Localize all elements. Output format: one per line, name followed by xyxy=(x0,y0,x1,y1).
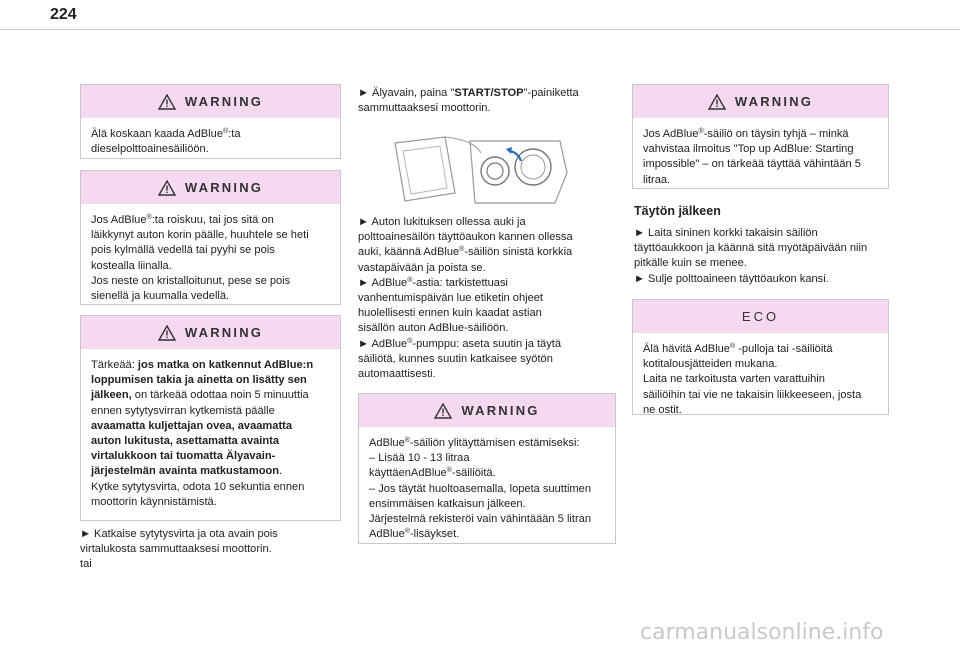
warning-header xyxy=(81,85,340,118)
warning-icon xyxy=(158,180,176,196)
warning-title: WARNING xyxy=(734,94,814,109)
filler-cap-illustration xyxy=(385,133,575,208)
watermark: carmanualsonline.info xyxy=(640,620,884,645)
warning-title: WARNING xyxy=(184,180,264,195)
warning-text: Jos AdBlue®:ta roiskuu, tai jos sitä on läikkynyt auton korin päälle, huuhtele se heti pois kylmällä vedellä tai pyyhi se pois kostealla liinalla. Jos neste on kristalloitunut, pese se pois sienellä ja kuumalla vedellä. xyxy=(91,214,309,303)
section-title: Täytön jälkeen xyxy=(634,204,721,218)
eco-box xyxy=(632,299,889,415)
warning-header xyxy=(81,171,340,204)
eco-text: Älä hävitä AdBlue® -pulloja tai -säiliöitä kotitalousjätteiden mukana. Laita ne tarkoitusta varten varattuihin säiliöihin tai vie ne takaisin liikkeeseen, josta ne ostit. xyxy=(643,343,862,416)
warning-box-5 xyxy=(632,84,889,189)
warning-icon xyxy=(158,325,176,341)
after-filling-steps: ► Laita sininen korkki takaisin säiliön täyttöaukkoon ja käännä sitä myötäpäivään niin pitkälle kuin se menee. ► Sulje polttoaineen täyttöaukon kansi. xyxy=(634,227,868,285)
warning-text: Älä koskaan kaada AdBlue®:ta dieselpolttoainesäiliöön. xyxy=(91,128,241,156)
warning-title: WARNING xyxy=(184,325,264,340)
warning-text: Tärkeää: jos matka on katkennut AdBlue:n loppumisen takia ja ainetta on lisätty sen jälkeen, on tärkeää odottaa noin 5 minuuttia ennen sytytysvirran kytkemistä päälle avaamatta kuljettajan ovea, avaamatta auton lukitusta, asettamatta avainta virtalukkoon tai tuomatta Älyavain- järjestelmän avainta matkustamoon. Kytke sytytysvirta, odota 10 sekuntia ennen moottorin käynnistämistä. xyxy=(91,359,314,508)
warning-box-1 xyxy=(80,84,341,159)
warning-header xyxy=(633,85,888,118)
eco-header: ECO xyxy=(633,300,888,333)
warning-header xyxy=(81,316,340,349)
warning-icon xyxy=(708,94,726,110)
warning-icon xyxy=(434,403,452,419)
warning-box-4 xyxy=(358,393,616,544)
step-smart-key: ► Älyavain, paina "START/STOP"-painiketta sammuttaaksesi moottorin. xyxy=(358,87,579,115)
warning-icon xyxy=(158,94,176,110)
warning-header xyxy=(359,394,615,427)
warning-title: WARNING xyxy=(184,94,264,109)
warning-box-2 xyxy=(80,170,341,305)
page-number: 224 xyxy=(50,6,77,23)
step-ignition-off: ► Katkaise sytytysvirta ja ota avain pois virtalukosta sammuttaaksesi moottorin. tai xyxy=(80,528,278,571)
warning-text: AdBlue®-säiliön ylitäyttämisen estämiseksi: – Lisää 10 - 13 litraa käyttäenAdBlue®-säiliöitä. – Jos täytät huoltoasemalla, lopeta suuttimen ensimmäisen katkaisun jälkeen. Järjestelmä rekisteröi vain vähintäään 5 litran AdBlue®-lisäykset. xyxy=(369,437,592,541)
warning-box-3 xyxy=(80,315,341,521)
warning-text: Jos AdBlue®-säiliö on täysin tyhjä – minkä vahvistaa ilmoitus "Top up AdBlue: Starting impossible" – on tärkeää täyttää vähintään 5 litraa. xyxy=(643,128,861,186)
top-divider xyxy=(0,29,960,30)
warning-title: WARNING xyxy=(461,403,540,418)
step-open-adblue: ► Auton lukituksen ollessa auki ja polttoainesäilön täyttöaukon kannen ollessa auki, käännä AdBlue®-säiliön sinistä korkkia vastapäivään ja poista se. ► AdBlue®-astia: tarkistettuasi vanhentumispäivän lue etiketin ohjeet huolellisesti ennen kuin kaadat astian sisällön auton AdBlue-säiliöön. ► AdBlue®-pumppu: aseta suutin ja täytä säiliötä, kunnes suutin katkaisee syötön automaattisesti. xyxy=(358,216,573,381)
